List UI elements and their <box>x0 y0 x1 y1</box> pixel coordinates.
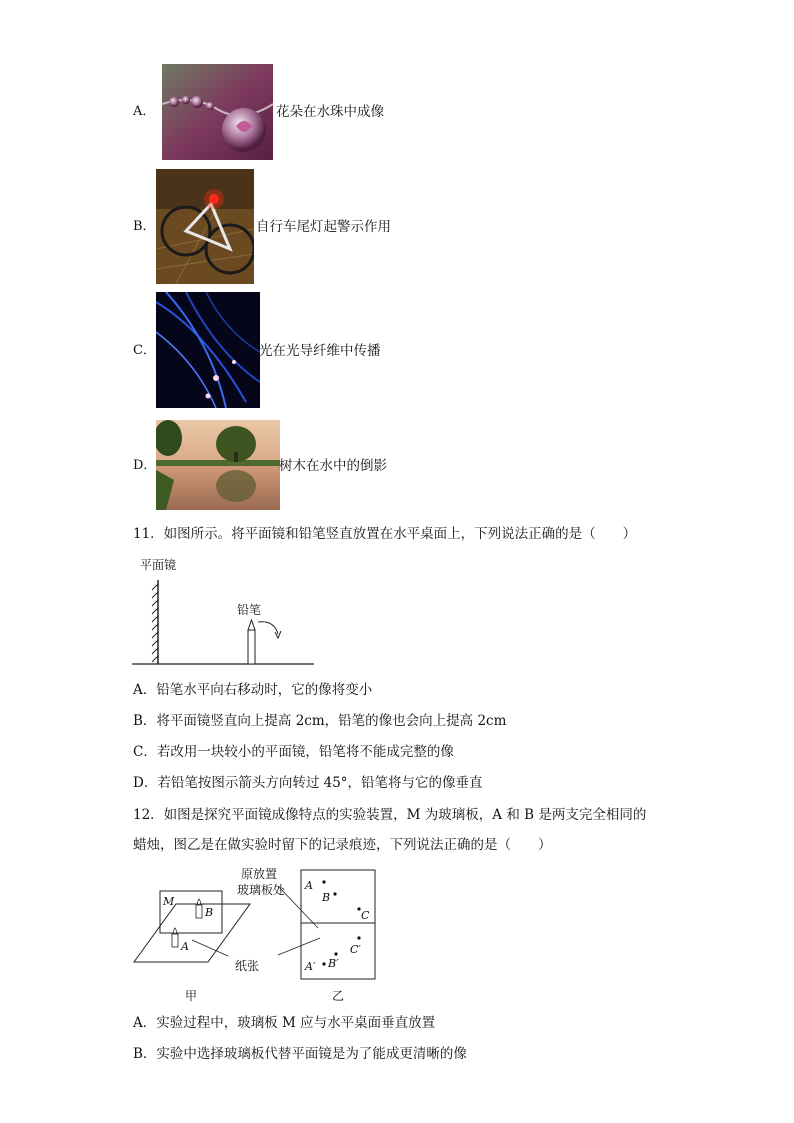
option-letter: D． <box>133 458 157 473</box>
question-stem: 11．如图所示。将平面镜和铅笔竖直放置在水平桌面上，下列说法正确的是（ ） <box>133 526 637 542</box>
option-letter: C． <box>133 343 156 358</box>
mirror-pencil-diagram <box>128 552 328 672</box>
figure-yi <box>270 868 380 983</box>
point-a-prime: A′ <box>305 960 316 973</box>
option-c: C．若改用一块较小的平面镜，铅笔将不能成完整的像 <box>133 744 454 760</box>
record-traces-diagram <box>270 868 380 983</box>
question-stem-line-1: 12．如图是探究平面镜成像特点的实验装置，M 为玻璃板，A 和 B 是两支完全相同的 <box>133 807 647 823</box>
pencil-label: 铅笔 <box>237 603 262 617</box>
question-stem-line-2: 蜡烛，图乙是在做实验时留下的记录痕迹，下列说法正确的是（ ） <box>133 837 552 853</box>
option-a: A．实验过程中，玻璃板 M 应与水平桌面垂直放置 <box>133 1015 436 1031</box>
option-caption: 花朵在水珠中成像 <box>276 104 384 120</box>
mirror-label: 平面镜 <box>140 558 177 572</box>
point-c-prime: C′ <box>350 943 361 956</box>
paper-label: 纸张 <box>235 959 260 973</box>
optical-fiber-photo <box>156 292 260 408</box>
bicycle-tail-light-photo <box>156 169 254 284</box>
option-caption: 自行车尾灯起警示作用 <box>256 219 391 235</box>
point-c: C <box>361 909 370 922</box>
option-d: D．若铅笔按图示箭头方向转过 45°，铅笔将与它的像垂直 <box>133 775 483 791</box>
option-caption: 光在光导纤维中传播 <box>259 343 381 359</box>
label-b: B <box>205 906 214 919</box>
point-a: A <box>305 879 313 892</box>
label-a: A <box>181 940 189 953</box>
option-a: A．铅笔水平向右移动时，它的像将变小 <box>133 682 373 698</box>
option-caption: 树木在水中的倒影 <box>279 458 387 474</box>
glass-position-label-1: 原放置 <box>241 867 278 881</box>
flower-water-drop-photo <box>162 64 273 160</box>
point-b-prime: B′ <box>328 957 339 970</box>
option-b: B．将平面镜竖直向上提高 2cm，铅笔的像也会向上提高 2cm <box>133 713 507 729</box>
caption-yi: 乙 <box>332 989 345 1003</box>
option-b: B．实验中选择玻璃板代替平面镜是为了能成更清晰的像 <box>133 1046 467 1062</box>
point-b: B <box>322 891 331 904</box>
label-m: M <box>163 895 175 908</box>
tree-reflection-photo <box>156 420 280 510</box>
option-letter: A． <box>133 104 156 119</box>
option-letter: B． <box>133 219 156 234</box>
mirror-pencil-figure <box>128 552 328 672</box>
glass-position-label-2: 玻璃板处 <box>237 883 286 897</box>
caption-jia: 甲 <box>185 989 198 1003</box>
